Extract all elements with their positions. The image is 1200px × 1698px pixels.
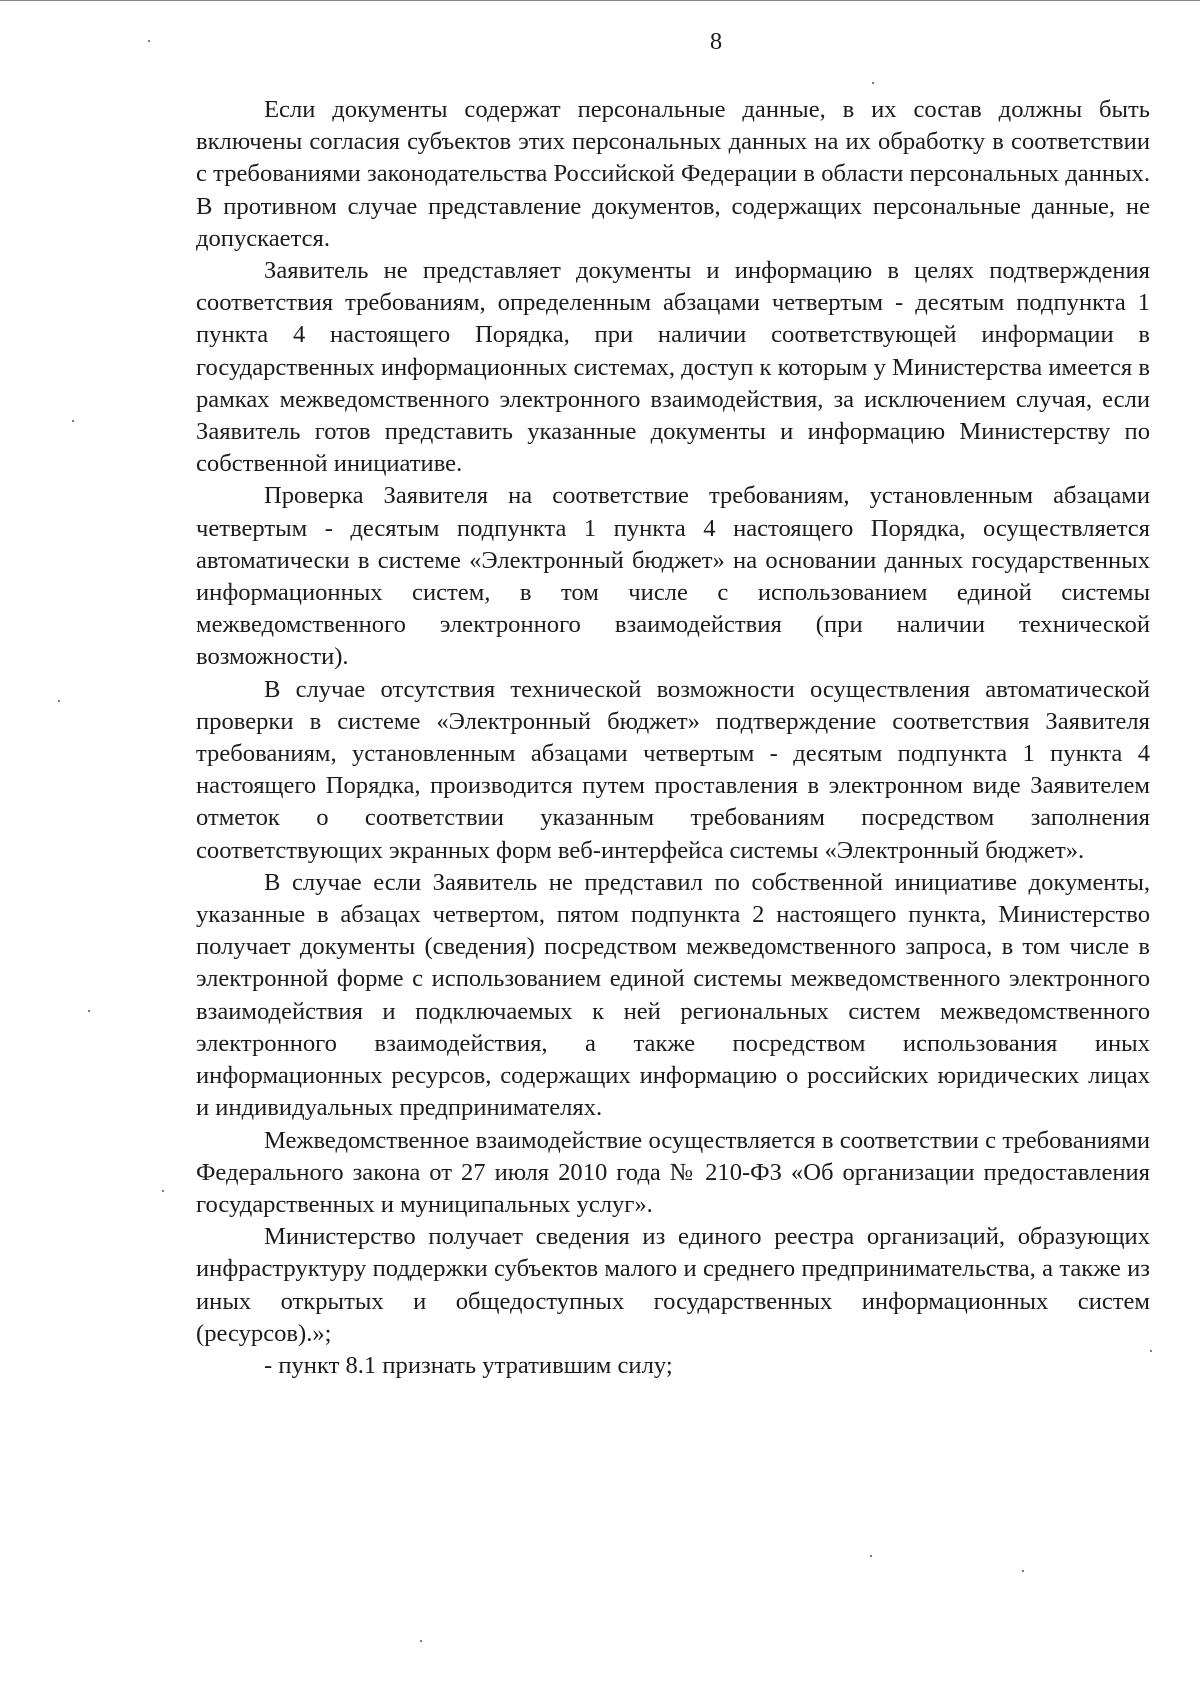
scan-speck <box>870 1555 872 1557</box>
document-page <box>196 26 1150 1382</box>
scan-speck <box>58 700 60 702</box>
scan-speck <box>872 82 874 84</box>
paragraph-personal-data: Если документы содержат персональные данные, в их состав должны быть включены согласия субъектов этих персональных данных на их обработку в соответствии с требованиями законодательства Российской Федерации в области персональных данных. В противном случае представление документов, содержащих персональные данные, не допускается. <box>196 96 1150 252</box>
paragraph-repeal-clause: - пункт 8.1 признать утратившим силу; <box>264 1351 673 1379</box>
scan-speck <box>162 1190 164 1192</box>
paragraph-manual-confirmation: В случае отсутствия технической возможности осуществления автоматической проверки в системе «Электронный бюджет» подтверждение соответствия Заявителя требованиям, установленным абзацами четвертым - десятым подпункта 1 пункта 4 настоящего Порядка, производится путем проставления в электронном виде Заявителем отметок о соответствии указанным требованиям посредством заполнения соответствующих экранных форм веб-интерфейса системы «Электронный бюджет». <box>196 675 1150 864</box>
page-number: 8 <box>709 28 723 55</box>
paragraph-applicant-documents: Заявитель не представляет документы и информацию в целях подтверждения соответствия требованиям, определенным абзацами четвертым - десятым подпункта 1 пункта 4 настоящего Порядка, при наличии соответствующей информации в государственных информационных системах, доступ к которым у Министерства имеется в рамках межведомственного электронного взаимодействия, за исключением случая, если Заявитель готов представить указанные документы и информацию Министерству по собственной инициативе. <box>196 257 1150 478</box>
scan-speck <box>1150 1350 1152 1352</box>
scan-speck <box>72 420 74 422</box>
paragraph-automatic-check: Проверка Заявителя на соответствие требованиям, установленным абзацами четвертым - десятым подпункта 1 пункта 4 настоящего Порядка, осуществляется автоматически в системе «Электронный бюджет» на основании данных государственных информационных систем, в том числе с использованием единой системы межведомственного электронного взаимодействия (при наличии технической возможности). <box>196 482 1150 671</box>
paragraph-interagency-request: В случае если Заявитель не представил по собственной инициативе документы, указанные в абзацах четвертом, пятом подпункта 2 настоящего пункта, Министерство получает документы (сведения) посредством межведомственного запроса, в том числе в электронной форме с использованием единой системы межведомственного электронного взаимодействия и подключаемых к ней региональных систем межведомственного электронного взаимодействия, а также посредством использования иных информационных ресурсов, содержащих информацию о российских юридических лицах и индивидуальных предпринимателях. <box>196 868 1150 1122</box>
scan-speck <box>420 1640 422 1642</box>
scan-speck <box>1022 1570 1024 1572</box>
paragraph-interagency-law: Межведомственное взаимодействие осуществляется в соответствии с требованиями Федерального закона от 27 июля 2010 года № 210-ФЗ «Об организации предоставления государственных и муниципальных услуг». <box>196 1126 1150 1218</box>
scan-speck <box>148 40 150 42</box>
scan-speck <box>88 1010 90 1012</box>
paragraph-registry-data: Министерство получает сведения из единого реестра организаций, образующих инфраструктуру поддержки субъектов малого и среднего предпринимательства, а также из иных открытых и общедоступных государственных информационных систем (ресурсов).»; <box>196 1223 1150 1347</box>
